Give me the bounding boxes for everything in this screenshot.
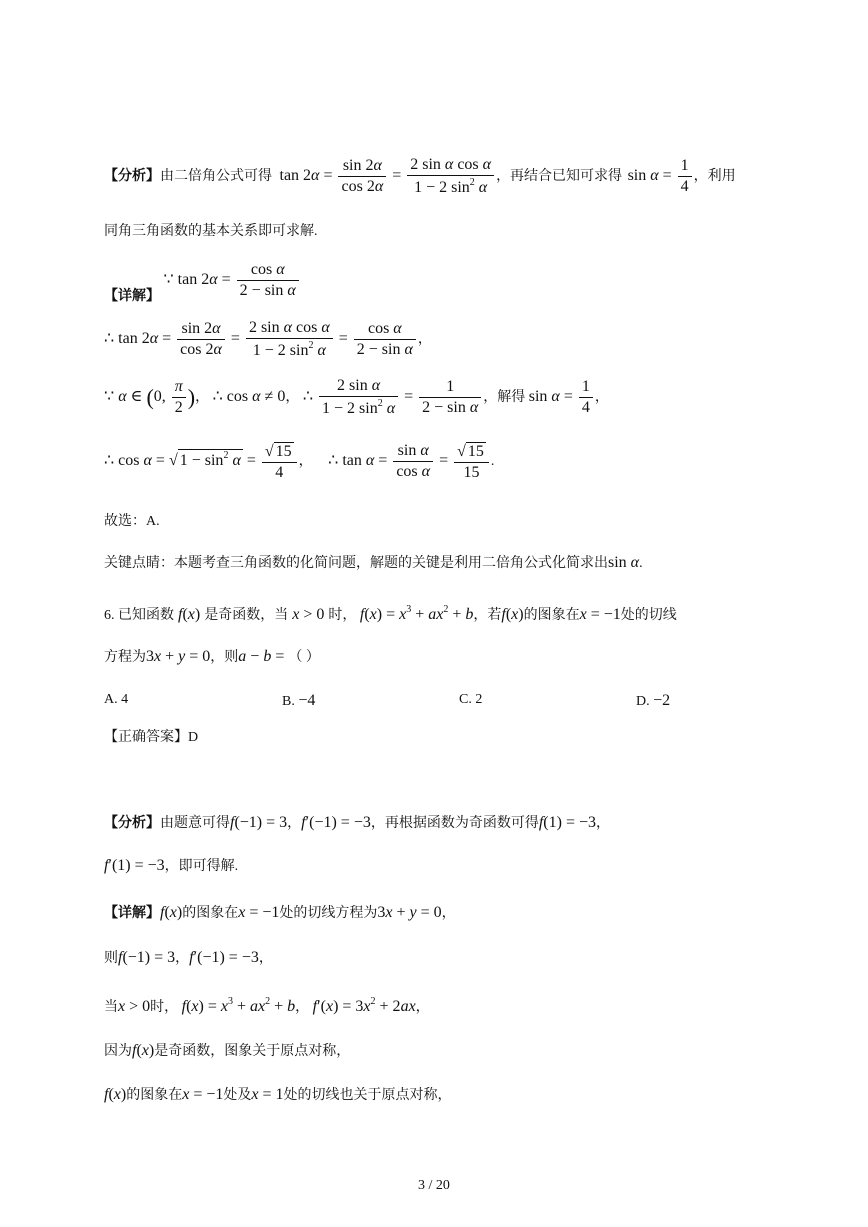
detail-tag: 【详解】 [104, 289, 160, 305]
detail2-line-1: 【详解】f(x)的图象在x = −1处的切线方程为3x + y = 0， [104, 904, 456, 921]
detail2-line-4: 因为f(x)是奇函数，图象关于原点对称， [104, 1042, 351, 1059]
detail2-line-5: f(x)的图象在x = −1处及x = 1处的切线也关于原点对称， [104, 1086, 452, 1103]
correct-answer: 【正确答案】D [104, 730, 199, 745]
question-6-line-2: 方程为3x + y = 0，则a − b = （ ） [104, 648, 320, 665]
analysis2-line-1: 【分析】由题意可得f(−1) = 3，f′(−1) = −3，再根据函数为奇函数可得f(1) = −3， [104, 814, 610, 831]
keypoint-line: 关键点睛：本题考查三角函数的化简问题，解题的关键是利用二倍角公式化简求出sin α. [104, 554, 643, 571]
option-b: B. −4 [282, 692, 316, 709]
analysis-tag: 【分析】 [104, 169, 160, 185]
analysis2-line-2: f′(1) = −3，即可得解. [104, 857, 239, 874]
detail-line-4: ∴ cos α = √ $1 - \sin^2 \alpha$ = $\frac{√ 15}{4}$ ， ∴ tan α = $\frac{\text{sin α}}{\text{cos α}}$ = $\frac{√ 15}{15}$ . [104, 442, 495, 481]
conclusion-1: 故选：A. [104, 514, 160, 529]
detail-line-3: ∵ α ∈ (0, $\frac{\pi}{2}$ )， ∴ cos α ≠ 0， ∴ $\frac{\text{2 sin α}}{1 - 2 \sin^2 \alpha}$ = $\frac{1}{\text{2 − sin α}}$ ，解得 sin α = $\frac{1}{4}$ ， [104, 377, 609, 417]
detail2-line-2: 则f(−1) = 3，f′(−1) = −3， [104, 949, 273, 966]
analysis-line-1: 【分析】由二倍角公式可得 tan 2α = $\frac{\sin 2\alpha}{\cos 2\alpha}$ = $\frac{\text{2 sin α cos α}}{1 - 2 \sin^2 \alpha}$ ，再结合已知可求得 sin α = $\frac{1}{4}$ ，利用 [104, 156, 736, 196]
detail-line-1: 【详解】 ∵ tan 2α = $\frac{\text{cos α}}{\text{2 − sin α}}$ [104, 262, 301, 304]
formula-tan2a: tan 2α = $\frac{\sin 2\alpha}{\cos 2\alpha}$ = $\frac{\text{2 sin α cos α}}{1 - 2 \sin^2 \alpha}$ [280, 167, 497, 184]
option-d: D. −2 [636, 692, 671, 709]
option-a: A. 4 [104, 692, 129, 707]
page-number: 3 / 20 [418, 1178, 450, 1193]
analysis-line-2: 同角三角函数的基本关系即可求解. [104, 224, 318, 239]
question-6-line-1: 6. 已知函数 f(x) 是奇函数，当 x > 0 时， $f(x) = x^3 + ax^2 + b$，若f(x)的图象在x = −1处的切线 [104, 604, 677, 623]
option-c: C. 2 [459, 692, 483, 707]
formula-sina: sin α = $\frac{1}{4}$ [628, 167, 694, 184]
detail-line-2: ∴ tan 2α = $\frac{\sin 2\alpha}{\cos 2\alpha}$ = $\frac{\text{2 sin α cos α}}{1 - 2 \sin^2 \alpha}$ = $\frac{\text{cos α}}{\text{2 − sin α}}$ ， [104, 319, 432, 359]
detail2-line-3: 当x > 0时， $f(x) = x^3 + ax^2 + b$， $f'(x) = 3x^2 + 2ax$， [104, 996, 430, 1015]
